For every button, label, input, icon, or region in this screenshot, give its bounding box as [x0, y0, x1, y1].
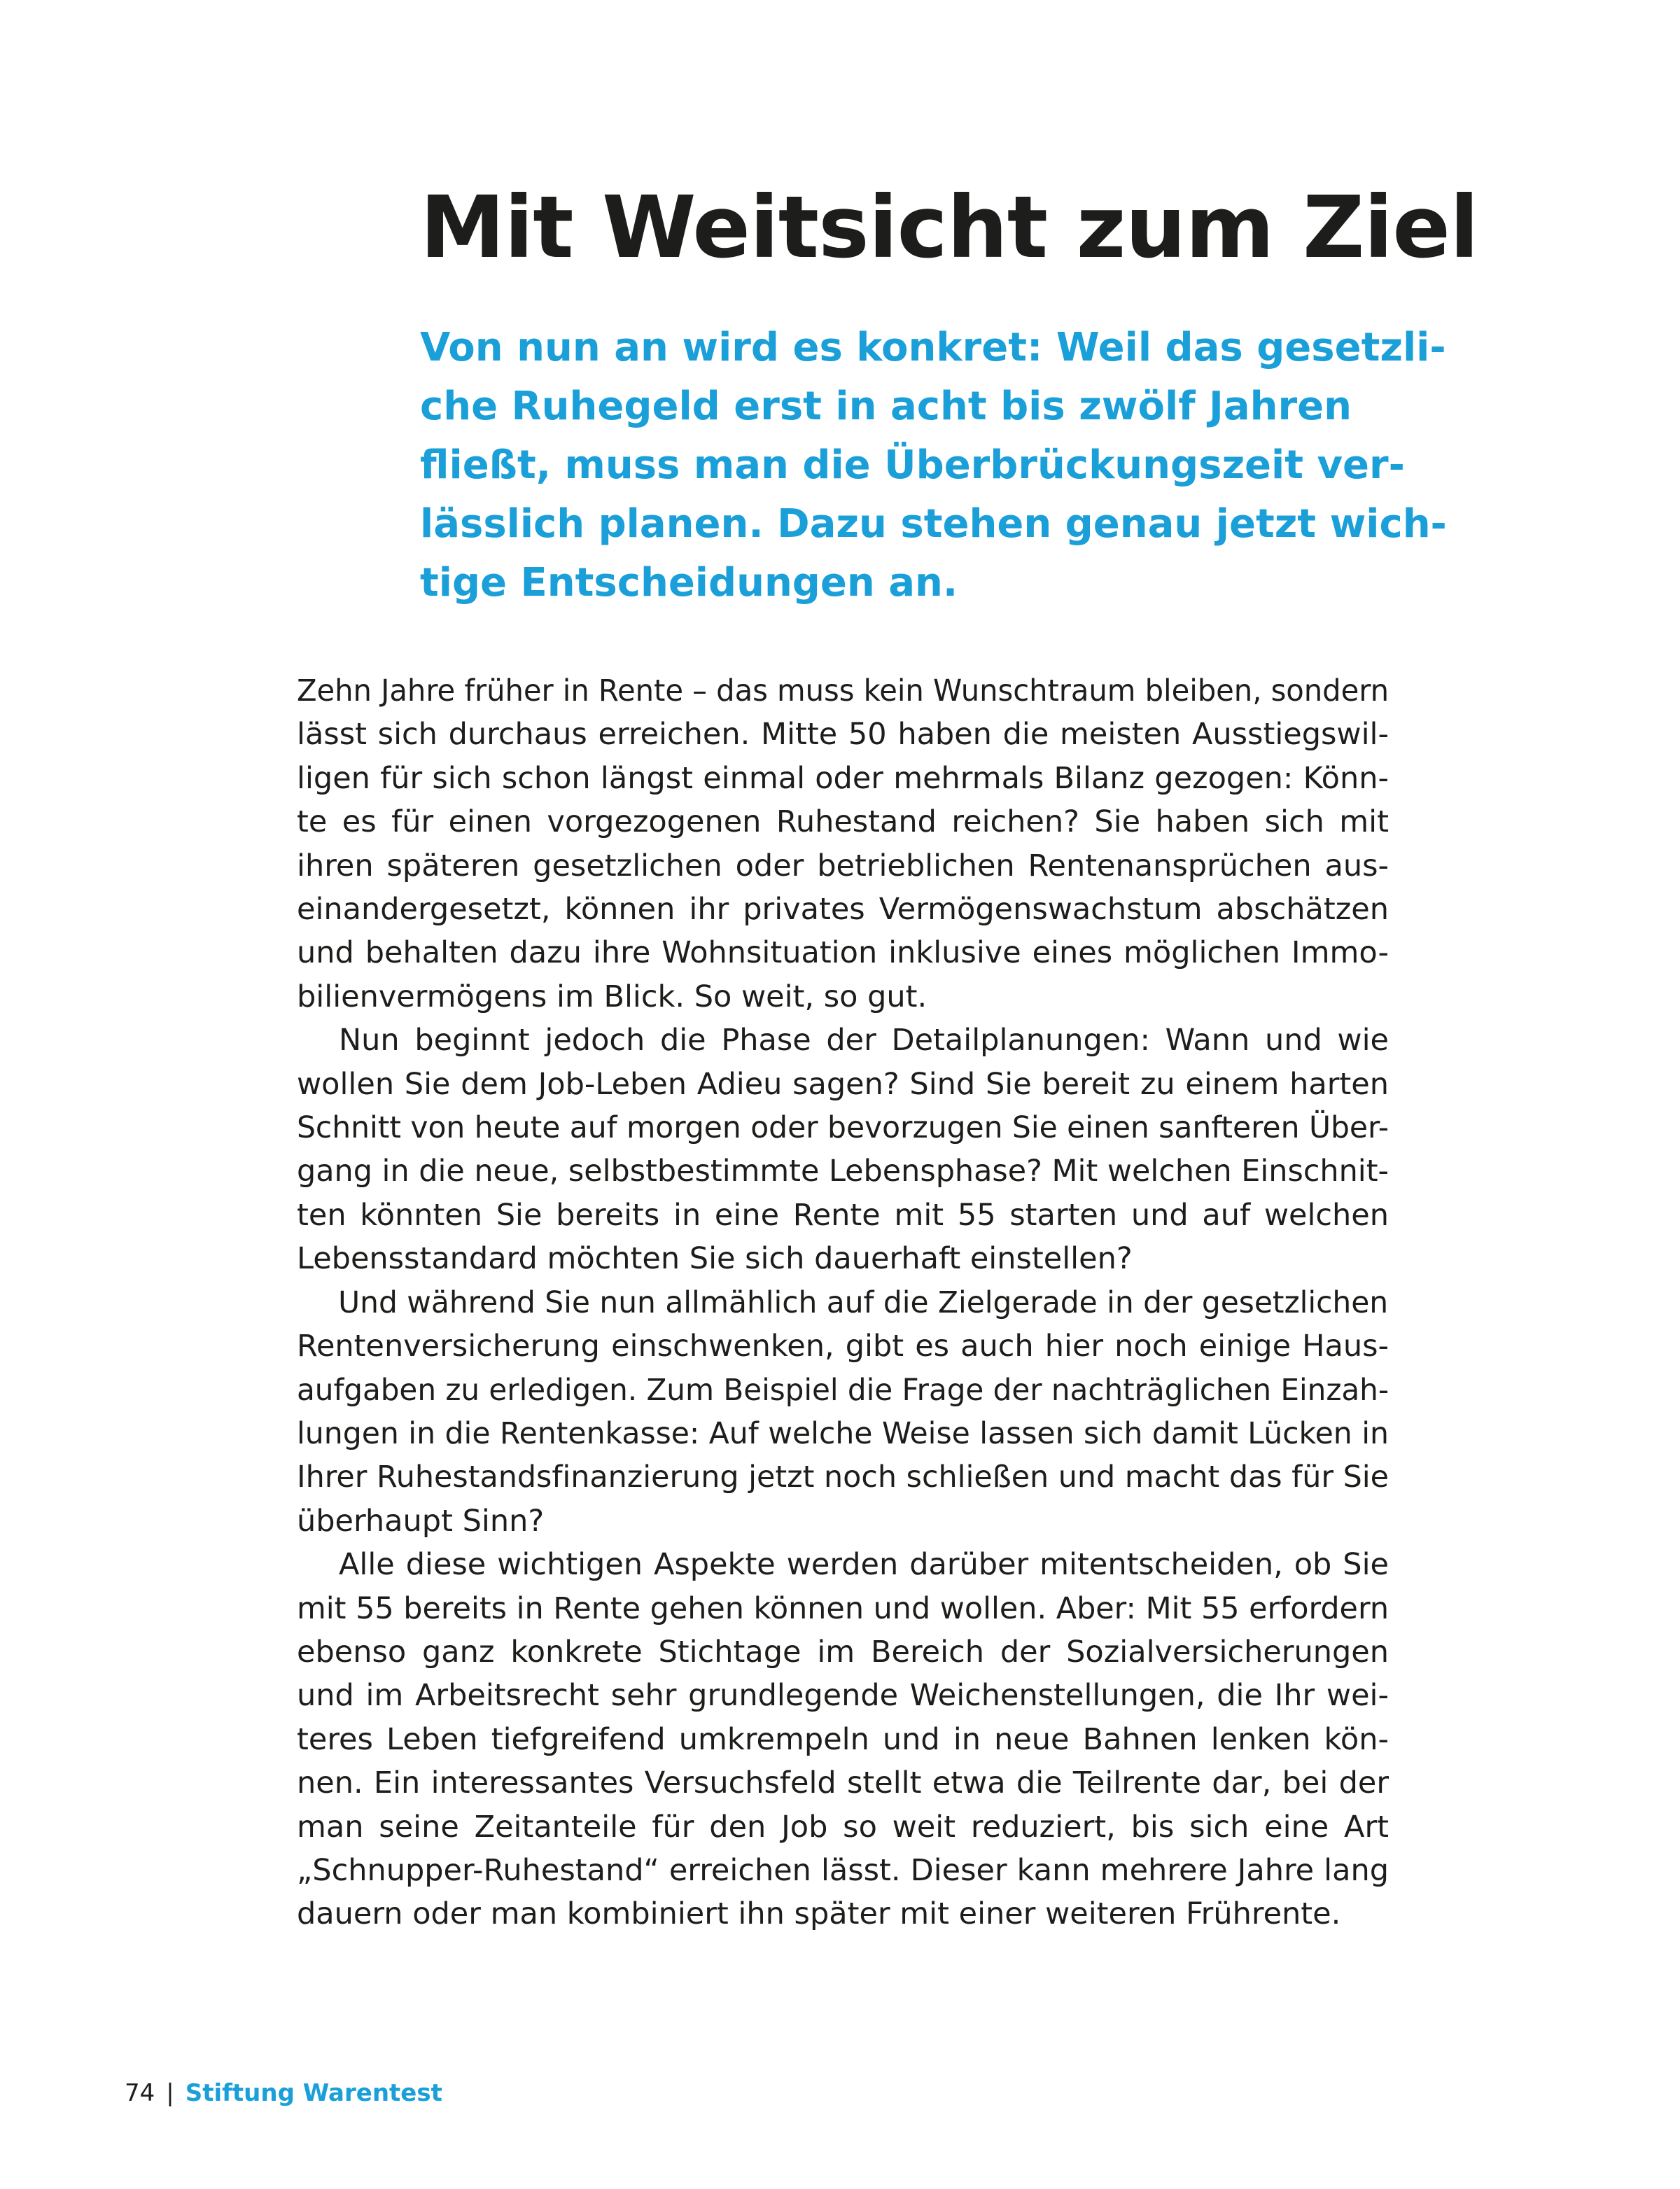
body-paragraph-3 [297, 1281, 1389, 1543]
text-line: nen. Ein interessantes Versuchsfeld stellt etwa die Teilrente dar, bei der [297, 1765, 1389, 1801]
text-line: man seine Zeitanteile für den Job so weit reduziert, bis sich eine Art [297, 1809, 1389, 1845]
page-footer [125, 2076, 442, 2110]
text-line: Alle diese wichtigen Aspekte werden darüber mitentscheiden, ob Sie [339, 1547, 1389, 1583]
body-text [297, 669, 1389, 1936]
text-line: ten könnten Sie bereits in eine Rente mit 55 starten und auf welchen [297, 1197, 1389, 1233]
text-line: Zehn Jahre früher in Rente – das muss kein Wunschtraum bleiben, sondern [297, 673, 1389, 708]
text-line: wollen Sie dem Job-Leben Adieu sagen? Sind Sie bereit zu einem harten [297, 1066, 1389, 1102]
text-line: mit 55 bereits in Rente gehen können und wollen. Aber: Mit 55 erfordern [297, 1590, 1389, 1626]
text-line: Und während Sie nun allmählich auf die Zielgerade in der gesetzlichen [338, 1285, 1389, 1320]
text-line: te es für einen vorgezogenen Ruhestand reichen? Sie haben sich mit [297, 804, 1389, 840]
text-line: lungen in die Rentenkasse: Auf welche Weise lassen sich damit Lücken in [297, 1415, 1389, 1451]
lead-line: Von nun an wird es konkret: Weil das gesetzli- [420, 325, 1446, 370]
text-line: Rentenversicherung einschwenken, gibt es auch hier noch einige Haus- [297, 1329, 1389, 1364]
text-line: teres Leben tiefgreifend umkrempeln und in neue Bahnen lenken kön- [297, 1721, 1389, 1757]
text-line: ihren späteren gesetzlichen oder betrieblichen Rentenansprüchen aus- [297, 848, 1389, 883]
body-paragraph-2 [297, 1019, 1389, 1280]
text-line: überhaupt Sinn? [297, 1503, 545, 1539]
publisher-name: Stiftung Warentest [185, 2079, 442, 2107]
text-line: Lebensstandard möchten Sie sich dauerhaft einstellen? [297, 1241, 1133, 1277]
text-line: ebenso ganz konkrete Stichtage im Bereich der Sozialversicherungen [297, 1634, 1389, 1670]
text-line: ligen für sich schon längst einmal oder mehrmals Bilanz gezogen: Könn- [297, 760, 1389, 796]
page-number: 74 [125, 2079, 155, 2107]
text-line: Ihrer Ruhestandsfinanzierung jetzt noch schließen und macht das für Sie [297, 1460, 1389, 1495]
text-line: gang in die neue, selbstbestimmte Lebensphase? Mit welchen Einschnit- [297, 1154, 1389, 1189]
lead-line: che Ruhegeld erst in acht bis zwölf Jahren [420, 384, 1352, 429]
lead-paragraph [420, 319, 1447, 613]
text-line: einandergesetzt, können ihr privates Vermögenswachstum abschätzen [297, 892, 1389, 928]
page-title: Mit Weitsicht zum Ziel [420, 178, 1478, 277]
text-line: und im Arbeitsrecht sehr grundlegende Weichenstellungen, die Ihr wei- [297, 1678, 1389, 1714]
text-line: „Schnupper-Ruhestand“ erreichen lässt. Dieser kann mehrere Jahre lang [297, 1852, 1389, 1888]
text-line: Schnitt von heute auf morgen oder bevorzugen Sie einen sanfteren Über- [297, 1110, 1389, 1146]
text-line: und behalten dazu ihre Wohnsituation inklusive eines möglichen Immo- [297, 935, 1389, 971]
text-line: lässt sich durchaus erreichen. Mitte 50 haben die meisten Ausstiegswil- [297, 717, 1389, 753]
body-paragraph-1 [297, 669, 1389, 1019]
text-line: aufgaben zu erledigen. Zum Beispiel die Frage der nachträglichen Einzah- [297, 1372, 1389, 1408]
footer-separator: | [166, 2079, 174, 2107]
lead-line: tige Entscheidungen an. [420, 560, 958, 606]
body-paragraph-4 [297, 1543, 1389, 1936]
text-line: bilienvermögens im Blick. So weit, so gut. [297, 979, 927, 1014]
lead-line: lässlich planen. Dazu stehen genau jetzt wich- [420, 501, 1447, 547]
lead-line: fließt, muss man die Überbrückungszeit ver- [420, 442, 1405, 488]
text-line: Nun beginnt jedoch die Phase der Detailplanungen: Wann und wie [339, 1023, 1389, 1058]
text-line: dauern oder man kombiniert ihn später mit einer weiteren Frührente. [297, 1896, 1341, 1932]
